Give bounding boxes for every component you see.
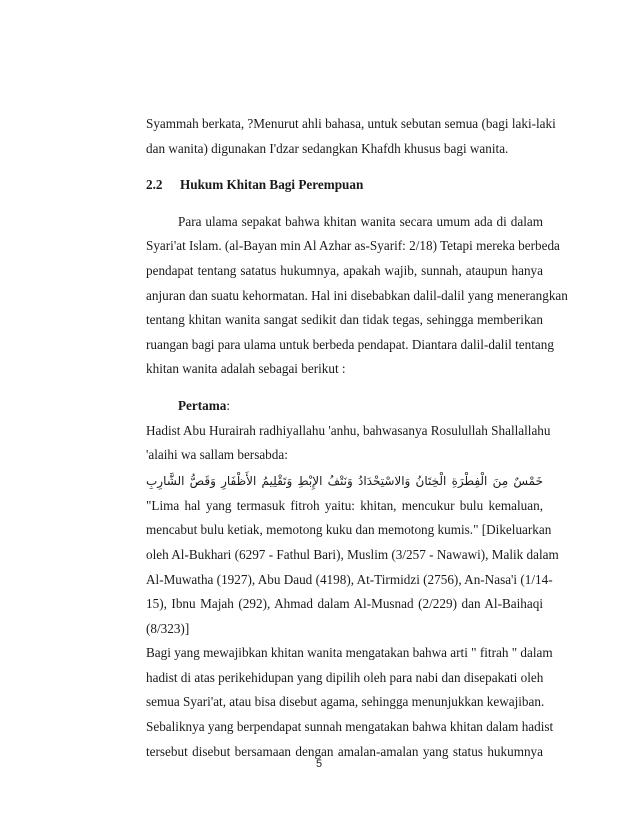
text-line: mencabut bulu ketiak, memotong kuku dan memotong kumis." [Dikeluarkan <box>146 522 552 538</box>
text-line: pendapat tentang satatus hukumnya, apakah wajib, sunnah, ataupun hanya <box>146 262 543 278</box>
pertama-colon: : <box>226 397 230 413</box>
text-line: 15), Ibnu Majah (292), Ahmad dalam Al-Musnad (2/229) dan Al-Baihaqi <box>146 596 543 612</box>
section-number: 2.2 <box>146 177 163 193</box>
section-heading <box>146 173 543 198</box>
section-title: Hukum Khitan Bagi Perempuan <box>180 177 364 193</box>
text-line: dan wanita) digunakan I'dzar sedangkan Khafdh khusus bagi wanita. <box>146 140 509 156</box>
text-line: ruangan bagi para ulama untuk berbeda pendapat. Diantara dalil-dalil tentang <box>146 336 554 352</box>
paragraph-hadith-intro <box>146 419 551 468</box>
spacer <box>146 198 543 210</box>
pertama-label: Pertama <box>178 397 227 413</box>
text-line: tersebut disebut bersamaan dengan amalan-amalan yang status hukumnya <box>146 743 543 759</box>
text-line: Syari'at Islam. (al-Bayan min Al Azhar as-Syarif: 2/18) Tetapi mereka berbeda <box>146 238 560 254</box>
text-line: anjuran dan suatu kehormatan. Hal ini disebabkan dalil-dalil yang menerangkan <box>146 287 568 303</box>
spacer <box>146 382 543 394</box>
arabic-hadith-text: خَمْسٌ مِنَ الْفِطْرَةِ الْخِتَانُ وَالاسْتِحْدَادُ وَنَتْفُ الإِبْطِ وَتَقْلِيمُ الأَظْفَارِ وَقَصُّ الشَّارِبِ <box>146 473 543 488</box>
paragraph-intro <box>146 112 556 161</box>
text-line: khitan wanita adalah sebagai berikut : <box>146 361 346 377</box>
pertama-label-line <box>146 394 543 419</box>
document-page <box>146 112 568 764</box>
paragraph-consensus <box>146 210 568 382</box>
text-line: Bagi yang mewajibkan khitan wanita mengatakan bahwa arti " fitrah " dalam <box>146 645 553 661</box>
text-line: "Lima hal yang termasuk fitroh yaitu: khitan, mencukur bulu kemaluan, <box>146 497 543 513</box>
page-number: 5 <box>315 758 323 770</box>
text-line: semua Syari'at, atau bisa disebut agama, sehingga menunjukkan kewajiban. <box>146 694 545 710</box>
text-line: oleh Al-Bukhari (6297 - Fathul Bari), Muslim (3/257 - Nawawi), Malik dalam <box>146 546 559 562</box>
text-line: Syammah berkata, ?Menurut ahli bahasa, untuk sebutan semua (bagi laki-laki <box>146 116 556 131</box>
spacer <box>146 161 543 173</box>
text-line: Hadist Abu Hurairah radhiyallahu 'anhu, bahwasanya Rosulullah Shallallahu <box>146 422 551 438</box>
text-line: Al-Muwatha (1927), Abu Daud (4198), At-Tirmidzi (2756), An-Nasa'i (1/14- <box>146 571 553 587</box>
text-line: Para ulama sepakat bahwa khitan wanita secara umum ada di dalam <box>178 213 543 229</box>
text-line: tentang khitan wanita sangat sedikit dan tidak tegas, sehingga memberikan <box>146 312 543 328</box>
paragraph-hadith-translation <box>146 494 559 642</box>
text-line: Sebaliknya yang berpendapat sunnah mengatakan bahwa khitan dalam hadist <box>146 719 554 735</box>
text-line: 'alaihi wa sallam bersabda: <box>146 447 288 463</box>
paragraph-interpretation <box>146 641 554 764</box>
text-line: hadist di atas perikehidupan yang dipilih oleh para nabi dan disepakati oleh <box>146 669 544 685</box>
text-line: (8/323)] <box>146 620 190 636</box>
